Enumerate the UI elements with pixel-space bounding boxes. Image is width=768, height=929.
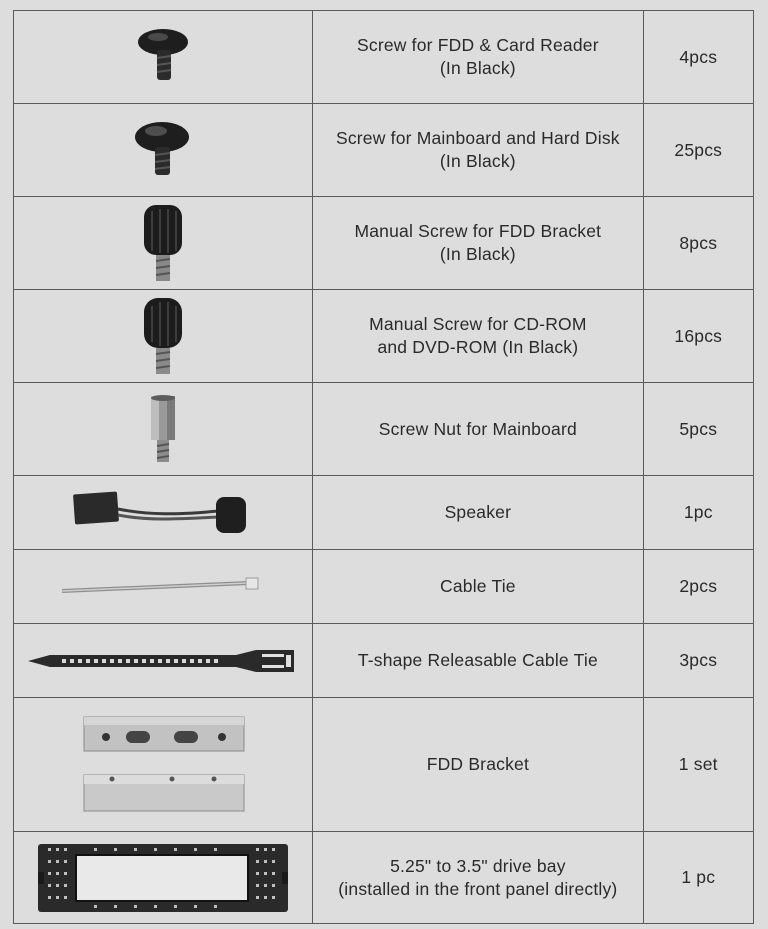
item-picture	[14, 11, 313, 104]
item-description	[313, 104, 643, 197]
item-picture	[14, 698, 313, 832]
description-line: Screw for Mainboard and Hard Disk	[335, 128, 620, 148]
drive-bay-adapter-icon	[34, 840, 292, 916]
item-description	[313, 698, 643, 832]
description-line: T-shape Releasable Cable Tie	[357, 650, 598, 670]
thumb-screw-icon	[138, 294, 188, 378]
item-picture	[14, 832, 313, 924]
description-line: (In Black)	[439, 58, 516, 78]
item-quantity: 2pcs	[643, 550, 753, 624]
item-quantity: 16pcs	[643, 290, 753, 383]
item-quantity: 1pc	[643, 476, 753, 550]
description-line: (In Black)	[439, 151, 516, 171]
item-picture	[14, 104, 313, 197]
description-line: Manual Screw for CD-ROM	[369, 314, 587, 334]
item-description	[313, 624, 643, 698]
description-line: and DVD-ROM (In Black)	[377, 337, 579, 357]
black-screw-icon	[128, 115, 198, 185]
standoff-nut-icon	[143, 392, 183, 466]
description-line: (In Black)	[439, 244, 516, 264]
accessory-table	[13, 10, 754, 924]
table-row	[14, 197, 754, 290]
description-line: FDD Bracket	[426, 754, 530, 774]
item-quantity: 25pcs	[643, 104, 753, 197]
item-description	[313, 550, 643, 624]
description-line: Manual Screw for FDD Bracket	[354, 221, 602, 241]
speaker-icon	[68, 485, 258, 541]
item-quantity: 4pcs	[643, 11, 753, 104]
item-quantity: 3pcs	[643, 624, 753, 698]
item-quantity: 1 set	[643, 698, 753, 832]
item-description	[313, 197, 643, 290]
item-quantity: 1 pc	[643, 832, 753, 924]
item-picture	[14, 550, 313, 624]
description-line: Cable Tie	[440, 576, 516, 596]
table-row	[14, 11, 754, 104]
item-description	[313, 290, 643, 383]
table-row	[14, 832, 754, 924]
description-line: 5.25" to 3.5" drive bay	[390, 855, 566, 876]
table-row	[14, 624, 754, 698]
description-line: Speaker	[444, 502, 512, 522]
item-description	[313, 383, 643, 476]
item-picture	[14, 290, 313, 383]
item-quantity: 5pcs	[643, 383, 753, 476]
table-row	[14, 290, 754, 383]
item-description	[313, 476, 643, 550]
description-line: (installed in the front panel directly)	[338, 878, 618, 899]
item-picture	[14, 624, 313, 698]
item-description	[313, 832, 643, 924]
table-row	[14, 476, 754, 550]
releasable-cable-tie-icon	[26, 646, 300, 676]
description-line: Screw for FDD & Card Reader	[357, 35, 599, 55]
table-row	[14, 698, 754, 832]
item-description	[313, 11, 643, 104]
black-screw-icon	[128, 22, 198, 92]
table-row	[14, 104, 754, 197]
item-quantity: 8pcs	[643, 197, 753, 290]
description-line: Screw Nut for Mainboard	[378, 418, 577, 439]
item-picture	[14, 383, 313, 476]
item-picture	[14, 476, 313, 550]
cable-tie-icon	[58, 575, 268, 599]
table-row	[14, 383, 754, 476]
fdd-bracket-icon	[78, 715, 248, 815]
table-row	[14, 550, 754, 624]
item-picture	[14, 197, 313, 290]
thumb-screw-icon	[138, 201, 188, 285]
